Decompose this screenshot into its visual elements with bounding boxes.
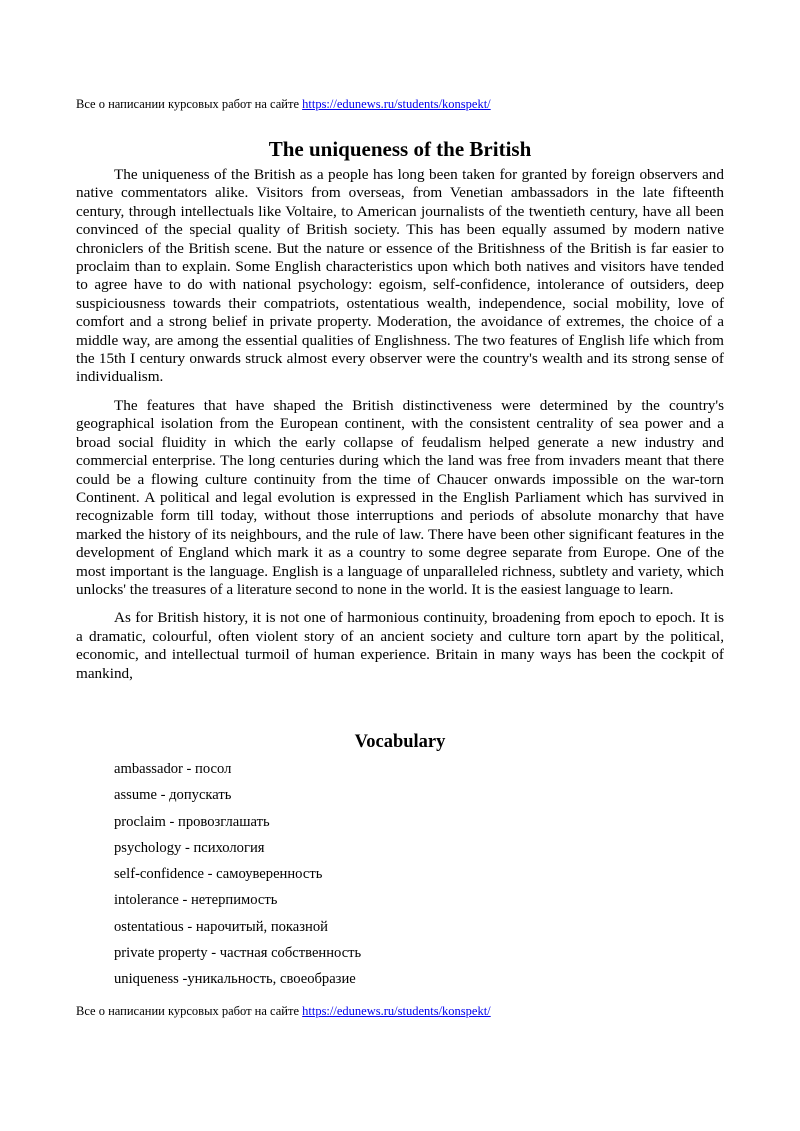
header-link[interactable]: https://edunews.ru/students/konspekt/ xyxy=(302,97,491,111)
footer-line xyxy=(76,1003,491,1019)
vocabulary-list xyxy=(114,760,361,997)
vocabulary-item: psychology - психология xyxy=(114,839,265,856)
vocabulary-item: intolerance - нетерпимость xyxy=(114,892,278,909)
body-text xyxy=(76,166,724,693)
footer-link[interactable]: https://edunews.ru/students/konspekt/ xyxy=(302,1004,491,1018)
footer-text: Все о написании курсовых работ на сайте xyxy=(76,1004,303,1018)
vocabulary-item: self-confidence - самоуверенность xyxy=(114,866,323,883)
paragraph-1: The uniqueness of the British as a people has long been taken for granted by foreign observers and native commentators alike. Visitors from overseas, from Venetian ambassadors in the late fifteenth century, through intellectuals like Voltaire, to American journalists of the twentieth century, have all been convinced of the special quality of British society. This has been equally assumed by modern native chroniclers of the British scene. But the nature or essence of the Britishness of the British is far easier to proclaim than to explain. Some English characteristics upon which both natives and visitors have tended to agree have to do with national psychology: egoism, self-confidence, intolerance of outsiders, deep suspiciousness towards their compatriots, ostentatious wealth, independence, social mobility, love of comfort and a strong belief in private property. Moderation, the avoidance of extremes, the choice of a middle way, are among the essential qualities of Englishness. The two features of English life which from the 15th I century onwards struck almost every observer were the country's wealth and its strong sense of individualism. xyxy=(76,166,724,386)
vocabulary-item: private property - частная собственность xyxy=(114,945,362,962)
vocabulary-item: uniqueness -уникальность, своеобразие xyxy=(114,971,356,988)
vocabulary-item: ostentatious - нарочитый, показной xyxy=(114,918,328,935)
header-text: Все о написании курсовых работ на сайте xyxy=(76,97,303,111)
vocabulary-item: proclaim - провозглашать xyxy=(114,813,270,830)
vocabulary-item: assume - допускать xyxy=(114,787,232,804)
document-title: The uniqueness of the British xyxy=(268,137,532,161)
vocabulary-item: ambassador - посол xyxy=(114,761,232,777)
header-line xyxy=(76,96,491,112)
vocabulary-title: Vocabulary xyxy=(354,732,446,752)
paragraph-3: As for British history, it is not one of harmonious continuity, broadening from epoch to epoch. It is a dramatic, colourful, often violent story of an ancient society and culture torn apart by the political, economic, and intellectual turmoil of human experience. Britain in many ways has been the cockpit of mankind, xyxy=(76,609,724,682)
paragraph-2: The features that have shaped the British distinctiveness were determined by the country's geographical isolation from the European continent, with the consistent centrality of sea power and a broad social fluidity in which the early collapse of feudalism helped generate a new industry and commercial enterprise. The long centuries during which the land was free from invaders meant that there could be a flowing culture continuity from the time of Chaucer onwards impossible on the war-torn Continent. A political and legal evolution is expressed in the English Parliament which has survived in recognizable form till today, without those interruptions and periods of absolute monarchy that have marked the history of its neighbours, and the rule of law. There have been other significant features in the development of England which mark it as a country to some degree separate from Europe. One of the most important is the language. English is a language of unparalleled richness, subtlety and variety, which unlocks' the treasures of a literature second to none in the world. It is the easiest language to learn. xyxy=(76,396,724,598)
